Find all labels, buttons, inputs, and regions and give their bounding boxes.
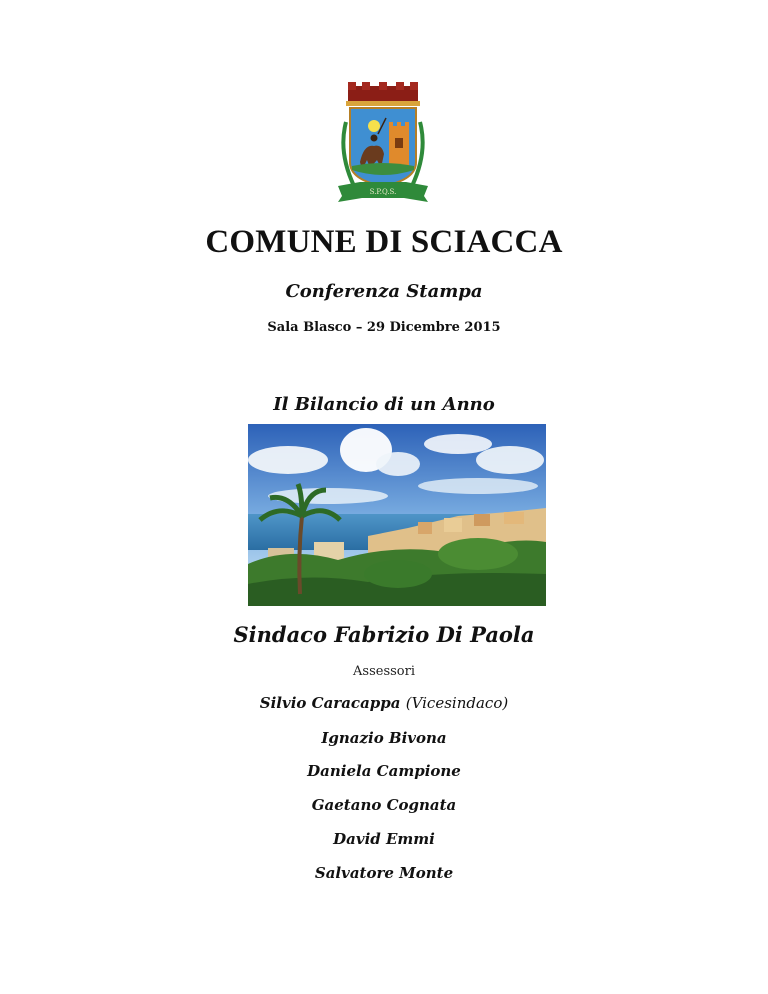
assessori-label: Assessori [353, 664, 415, 679]
svg-text:S.P.Q.S.: S.P.Q.S. [369, 188, 397, 196]
council-member-name: Silvio Caracappa [259, 694, 401, 712]
location-date: Sala Blasco – 29 Dicembre 2015 [267, 320, 501, 335]
mayor-name: Sindaco Fabrizio Di Paola [233, 622, 535, 647]
council-member: Daniela Campione [307, 762, 461, 780]
council-member-role: (Vicesindaco) [405, 694, 509, 712]
page-title: COMUNE DI SCIACCA [205, 224, 563, 260]
sciacca-coastal-landscape-photo [248, 424, 546, 606]
council-member [0, 694, 768, 712]
council-member: Ignazio Bivona [321, 729, 447, 747]
council-member: Salvatore Monte [314, 864, 454, 882]
council-member: David Emmi [333, 830, 435, 848]
section-heading: Il Bilancio di un Anno [273, 394, 495, 415]
event-subtitle: Conferenza Stampa [285, 281, 483, 302]
council-member: Gaetano Cognata [311, 796, 457, 814]
coat-of-arms-icon [334, 82, 432, 206]
